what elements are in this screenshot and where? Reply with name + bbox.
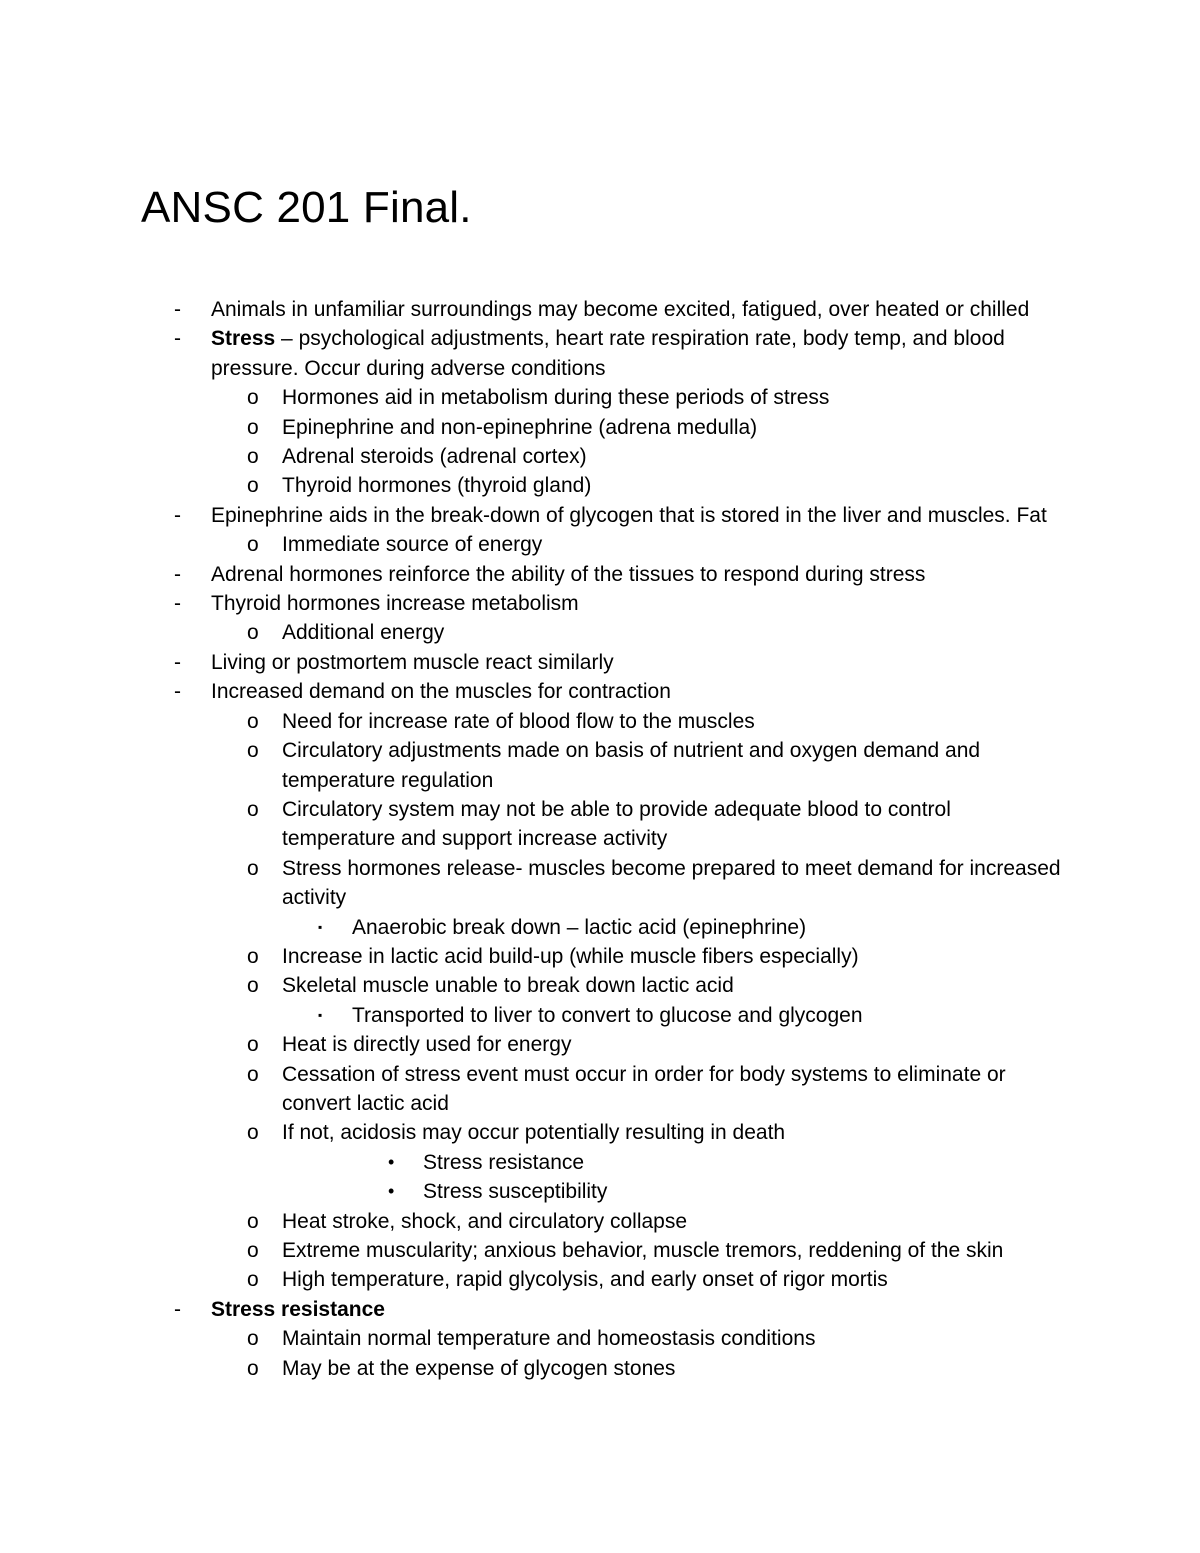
dot-bullet: • (388, 1181, 395, 1202)
list-item (0, 560, 1200, 589)
list-item-text: If not, acidosis may occur potentially resulting in death (282, 1121, 786, 1145)
list-item-text: Increased demand on the muscles for contraction (211, 680, 671, 704)
circle-bullet: o (247, 856, 259, 880)
list-item-text: Heat stroke, shock, and circulatory collapse (282, 1209, 688, 1233)
circle-bullet: o (247, 1239, 259, 1262)
list-item (0, 442, 1200, 471)
list-item-text: Epinephrine and non-epinephrine (adrena medulla) (282, 415, 758, 439)
dash-bullet: - (174, 592, 181, 616)
list-item (0, 618, 1200, 647)
circle-bullet: o (247, 944, 259, 968)
dash-bullet: - (174, 1297, 181, 1321)
dash-bullet: - (174, 562, 181, 586)
list-item-text: Stress susceptibility (423, 1180, 608, 1204)
bold-heading: Stress resistance (211, 1297, 385, 1321)
list-item-text: Thyroid hormones (thyroid gland) (282, 474, 592, 498)
list-item (0, 471, 1200, 500)
list-item-text: Maintain normal temperature and homeostasis conditions (282, 1327, 816, 1351)
list-item-text: Hormones aid in metabolism during these periods of stress (282, 386, 830, 410)
dash-bullet: - (174, 503, 181, 527)
list-item (0, 1118, 1200, 1147)
circle-bullet: o (247, 1356, 259, 1380)
list-item-text: Circulatory adjustments made on basis of nutrient and oxygen demand and temperature regulation (282, 739, 981, 792)
circle-bullet: o (247, 1327, 259, 1351)
list-item (0, 1001, 1200, 1030)
list-item (0, 1030, 1200, 1059)
list-item-text: Circulatory system may not be able to provide adequate blood to control temperature and support increase activity (282, 797, 951, 851)
list-item (0, 677, 1200, 706)
circle-bullet: o (247, 974, 259, 998)
list-item-text: Transported to liver to convert to glucose and glycogen (352, 1003, 863, 1027)
list-item-text: Additional energy (282, 621, 445, 645)
list-item-text: Adrenal steroids (adrenal cortex) (282, 445, 587, 469)
list-item (0, 942, 1200, 971)
list-item-text: Stress resistance (423, 1150, 585, 1174)
list-item-text: Immediate source of energy (282, 533, 543, 557)
list-item-text: Cessation of stress event must occur in order for body systems to eliminate or convert lactic acid (282, 1062, 1006, 1115)
list-item-text: Living or postmortem muscle react similarly (211, 650, 614, 674)
page-title: ANSC 201 Final. (141, 183, 472, 232)
list-item (0, 971, 1200, 1000)
list-item (0, 383, 1200, 412)
list-item-text: Animals in unfamiliar surroundings may become excited, fatigued, over heated or chilled (211, 298, 1030, 321)
square-bullet: ▪ (318, 919, 323, 934)
circle-bullet: o (247, 621, 259, 645)
list-item (0, 648, 1200, 677)
circle-bullet: o (247, 739, 259, 763)
list-item (0, 1236, 1200, 1265)
list-item (0, 530, 1200, 559)
list-item (0, 707, 1200, 736)
list-item (0, 1207, 1200, 1236)
dash-bullet: - (174, 298, 181, 321)
list-item-text: Increase in lactic acid build-up (while muscle fibers especially) (282, 944, 859, 968)
list-item-text: Adrenal hormones reinforce the ability of the tissues to respond during stress (211, 562, 926, 586)
list-item-text: Heat is directly used for energy (282, 1033, 572, 1057)
circle-bullet: o (247, 797, 259, 821)
list-item (0, 1148, 1200, 1177)
list-item (0, 589, 1200, 618)
dot-bullet: • (388, 1151, 395, 1172)
list-item (0, 413, 1200, 442)
list-item-text: Thyroid hormones increase metabolism (211, 592, 579, 616)
list-item (0, 854, 1200, 913)
circle-bullet: o (247, 1033, 259, 1057)
list-item (0, 736, 1200, 795)
circle-bullet: o (247, 1062, 259, 1086)
list-item-text (211, 1295, 1061, 1324)
list-item-text: Extreme muscularity; anxious behavior, muscle tremors, reddening of the skin (282, 1239, 1004, 1262)
dash-bullet: - (174, 680, 181, 704)
list-item-text: Stress hormones release- muscles become prepared to meet demand for increased activity (282, 856, 1061, 910)
list-item-text (211, 324, 1061, 383)
list-item (0, 913, 1200, 942)
circle-bullet: o (247, 709, 259, 733)
list-item (0, 1354, 1200, 1383)
notes-list (0, 295, 1200, 1383)
list-item (0, 324, 1200, 383)
dash-bullet: - (174, 327, 181, 351)
term-definition: – psychological adjustments, heart rate respiration rate, body temp, and blood pressure. Occur during adverse conditions (211, 327, 1005, 380)
circle-bullet: o (247, 445, 259, 469)
list-item (0, 1060, 1200, 1119)
list-item (0, 795, 1200, 854)
list-item-text: Need for increase rate of blood flow to the muscles (282, 709, 755, 733)
circle-bullet: o (247, 1121, 259, 1145)
circle-bullet: o (247, 386, 259, 410)
circle-bullet: o (247, 474, 259, 498)
list-item (0, 1177, 1200, 1206)
list-item (0, 1324, 1200, 1353)
circle-bullet: o (247, 1209, 259, 1233)
dash-bullet: - (174, 650, 181, 674)
circle-bullet: o (247, 415, 259, 439)
list-item-text: Anaerobic break down – lactic acid (epinephrine) (352, 915, 807, 939)
list-item-text: High temperature, rapid glycolysis, and early onset of rigor mortis (282, 1268, 888, 1292)
list-item (0, 1265, 1200, 1294)
bold-term: Stress (211, 327, 276, 351)
circle-bullet: o (247, 1268, 259, 1292)
list-item (0, 501, 1200, 530)
circle-bullet: o (247, 533, 259, 557)
list-item-text: May be at the expense of glycogen stones (282, 1356, 676, 1380)
square-bullet: ▪ (318, 1007, 323, 1022)
list-item-text: Skeletal muscle unable to break down lactic acid (282, 974, 734, 998)
list-item (0, 295, 1200, 324)
list-item-text: Epinephrine aids in the break-down of glycogen that is stored in the liver and muscles. Fat (211, 503, 1047, 527)
list-item (0, 1295, 1200, 1324)
